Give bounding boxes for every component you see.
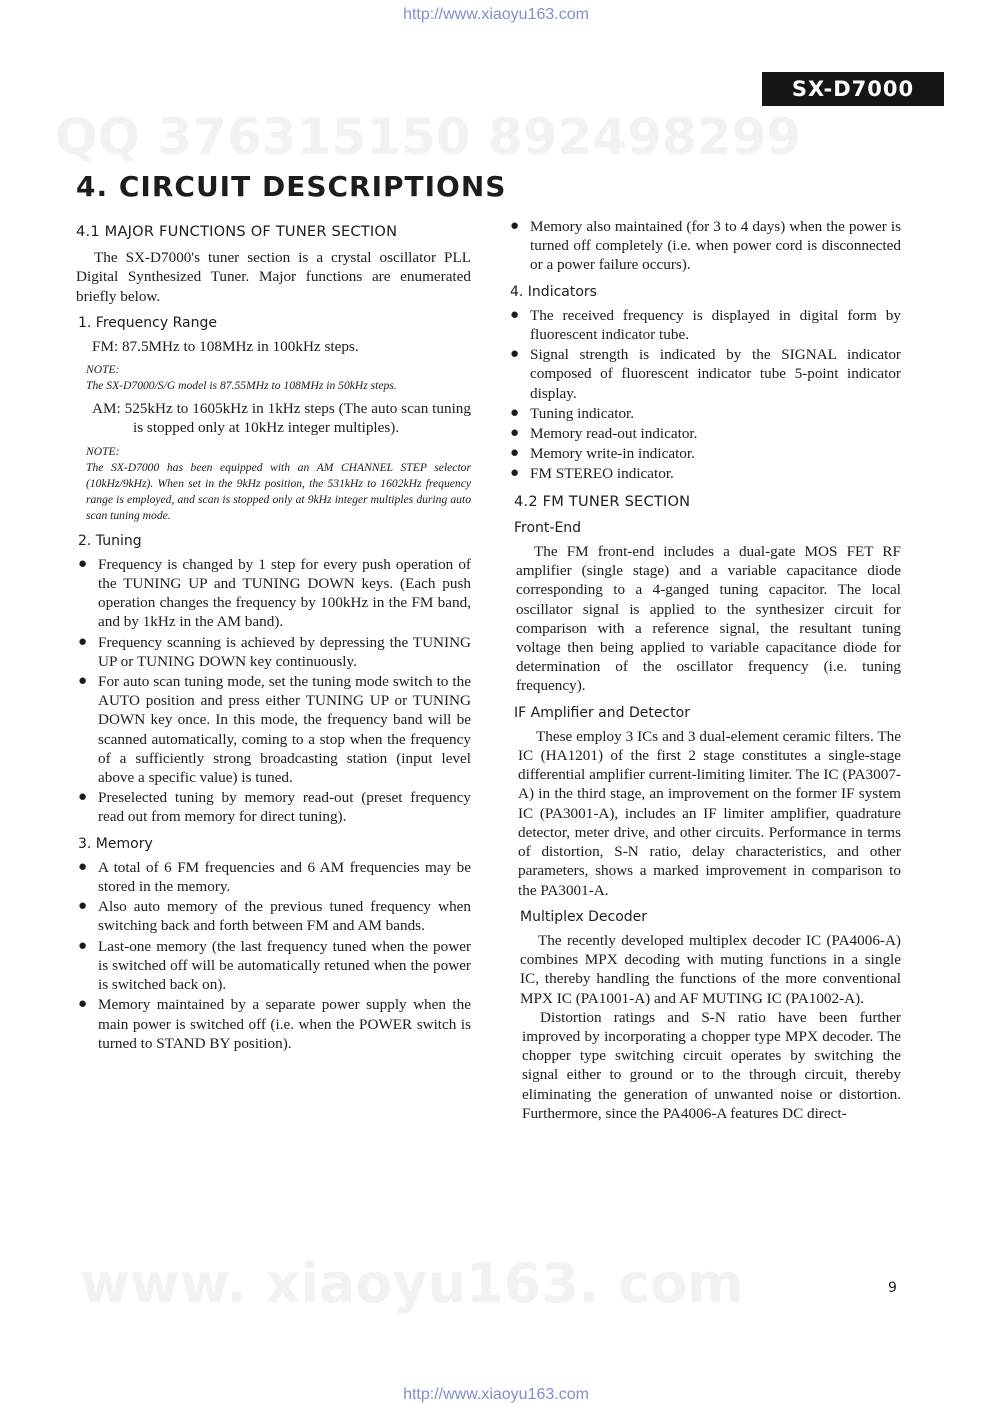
list-item: ● Memory maintained by a separate power supply when the main power is switched off (i.e. when the POWER switch is turned to STAND BY position). [78, 996, 471, 1052]
intro-paragraph: The SX-D7000's tuner section is a crystal oscillator PLL Digital Synthesized Tuner. Major functions are enumerated briefly below. [76, 249, 471, 305]
list-item: ● Tuning indicator. [510, 404, 635, 422]
bullet-icon: ● [510, 445, 520, 462]
frequency-range-heading: 1. Frequency Range [78, 314, 217, 331]
note-1-text: The SX-D7000/S/G model is 87.55MHz to 108MHz in 50kHz steps. [86, 379, 397, 393]
watermark-url-bottom[interactable]: http://www.xiaoyu163.com [403, 1386, 589, 1403]
left-column [76, 222, 471, 1054]
list-item: ● FM STEREO indicator. [510, 465, 674, 483]
bullet-icon: ● [510, 425, 520, 442]
list-item: ● Memory also maintained (for 3 to 4 days) when the power is turned off completely (i.e. when power cord is disconnected or a power failure occurs). [510, 218, 901, 274]
bullet-icon: ● [510, 404, 520, 421]
note-2-label: NOTE: [86, 444, 120, 458]
list-item: ● Memory read-out indicator. [510, 425, 698, 443]
model-badge: SX-D7000 [762, 72, 944, 106]
multiplex-paragraph-2: Distortion ratings and S-N ratio have been further improved by incorporating a chopper type MPX decoder. The chopper type switching circuit operates by switching the signal either to ground or to the through circuit, thereby eliminating the generation of unwanted noise or distortion. Furthermore, since the PA4006-A features DC direct- [522, 1008, 901, 1122]
bullet-icon: ● [510, 306, 520, 323]
watermark-url-top[interactable]: http://www.xiaoyu163.com [403, 6, 589, 23]
page-title: 4. CIRCUIT DESCRIPTIONS [76, 170, 507, 203]
list-item: ● The received frequency is displayed in digital form by fluorescent indicator tube. [510, 306, 901, 344]
list-item: ● For auto scan tuning mode, set the tuning mode switch to the AUTO position and press either TUNING UP or TUNING DOWN key once. In this mode, the frequency band will be scanned automatically, coming to a stop when the frequency of a sufficiently strong broadcasting station (input level above a specific value) is tuned. [78, 673, 471, 787]
section-4-1-heading: 4.1 MAJOR FUNCTIONS OF TUNER SECTION [76, 223, 398, 240]
bullet-icon: ● [510, 465, 520, 482]
list-item: ● A total of 6 FM frequencies and 6 AM frequencies may be stored in the memory. [78, 858, 471, 896]
list-item: ● Frequency is changed by 1 step for every push operation of the TUNING UP and TUNING DOWN keys. (Each push operation changes the frequency by 100kHz in the FM band, and by 1kHz in the AM band). [78, 555, 471, 631]
page-number: 9 [888, 1280, 897, 1296]
front-end-paragraph: The FM front-end includes a dual-gate MOS FET RF amplifier (single stage) and a variable capacitance diode corresponding to a 4-ganged tuning capacitor. The local oscillator signal is applied to the synthesizer circuit for comparison with a reference signal, the resultant tuning voltage then being applied to variable capacitance diode for determination of the oscillator frequency (i.e. tuning frequency). [516, 543, 901, 695]
tuning-heading: 2. Tuning [78, 532, 142, 549]
memory-list-continued [508, 217, 901, 275]
note-1 [86, 362, 471, 394]
note-2 [86, 444, 471, 524]
list-item: ● Also auto memory of the previous tuned frequency when switching back and forth between FM and AM bands. [78, 898, 471, 935]
bullet-icon: ● [78, 937, 88, 954]
bullet-icon: ● [78, 898, 88, 915]
bullet-icon: ● [510, 218, 520, 234]
list-item: ● Last-one memory (the last frequency tuned when the power is switched off will be automatically retuned when the power is switched back on). [78, 937, 471, 994]
note-2-text: The SX-D7000 has been equipped with an AM CHANNEL STEP selector (10kHz/9kHz). When set in the 9kHz position, the 531kHz to 1602kHz frequency range is employed, and scan is stopped only at 9kHz integer multiples during auto scan tuning mode. [86, 460, 471, 522]
list-item: ● Memory write-in indicator. [510, 445, 695, 463]
fm-range: FM: 87.5MHz to 108MHz in 100kHz steps. [92, 338, 359, 356]
if-amplifier-heading: IF Amplifier and Detector [514, 704, 690, 721]
multiplex-paragraph-1: The recently developed multiplex decoder IC (PA4006-A) combines MPX decoding with muting functions in a single IC, thereby handling the functions of the more conventional MPX IC (PA1001-A) and AF MUTING IC (PA1002-A). [520, 931, 901, 1007]
list-item: ● Frequency scanning is achieved by depressing the TUNING UP or TUNING DOWN key continuously. [78, 633, 471, 670]
am-range: AM: 525kHz to 1605kHz in 1kHz steps (The auto scan tuning is stopped only at 10kHz integer multiples). [92, 400, 471, 437]
bullet-icon: ● [78, 858, 88, 875]
bullet-icon: ● [78, 789, 88, 806]
bullet-icon: ● [78, 996, 88, 1013]
bullet-icon: ● [78, 633, 88, 650]
indicators-list [508, 306, 901, 484]
right-column [508, 217, 901, 1123]
note-1-label: NOTE: [86, 363, 120, 377]
watermark-site: www. xiaoyu163. com [80, 1252, 744, 1315]
memory-heading: 3. Memory [78, 835, 153, 852]
indicators-heading: 4. Indicators [510, 283, 597, 300]
if-amplifier-paragraph: These employ 3 ICs and 3 dual-element ceramic filters. The IC (HA1201) of the first 2 stage constitutes a single-stage differential amplifier current-limiting limiter. The IC (PA3007-A) in the third stage, an improvement on the former IF system IC (PA3001-A), includes an IF limiter amplifier, quadrature detector, meter drive, and other circuits. Performance in terms of distortion, S-N ratio, delay characteristics, and other parameters, shows a marked improvement in comparison to the PA3001-A. [518, 727, 901, 899]
memory-list [76, 858, 471, 1053]
section-4-2-heading: 4.2 FM TUNER SECTION [514, 492, 691, 510]
watermark-qq: QQ 376315150 892498299 [55, 108, 802, 166]
bullet-icon: ● [78, 555, 88, 572]
multiplex-decoder-heading: Multiplex Decoder [520, 908, 648, 925]
bullet-icon: ● [78, 673, 88, 690]
tuning-list [76, 555, 471, 827]
list-item: ● Preselected tuning by memory read-out (preset frequency read out from memory for direct tuning). [78, 789, 471, 826]
list-item: ● Signal strength is indicated by the SIGNAL indicator composed of fluorescent indicator tube 5-point indicator display. [510, 346, 901, 402]
bullet-icon: ● [510, 346, 520, 363]
front-end-heading: Front-End [514, 519, 582, 536]
